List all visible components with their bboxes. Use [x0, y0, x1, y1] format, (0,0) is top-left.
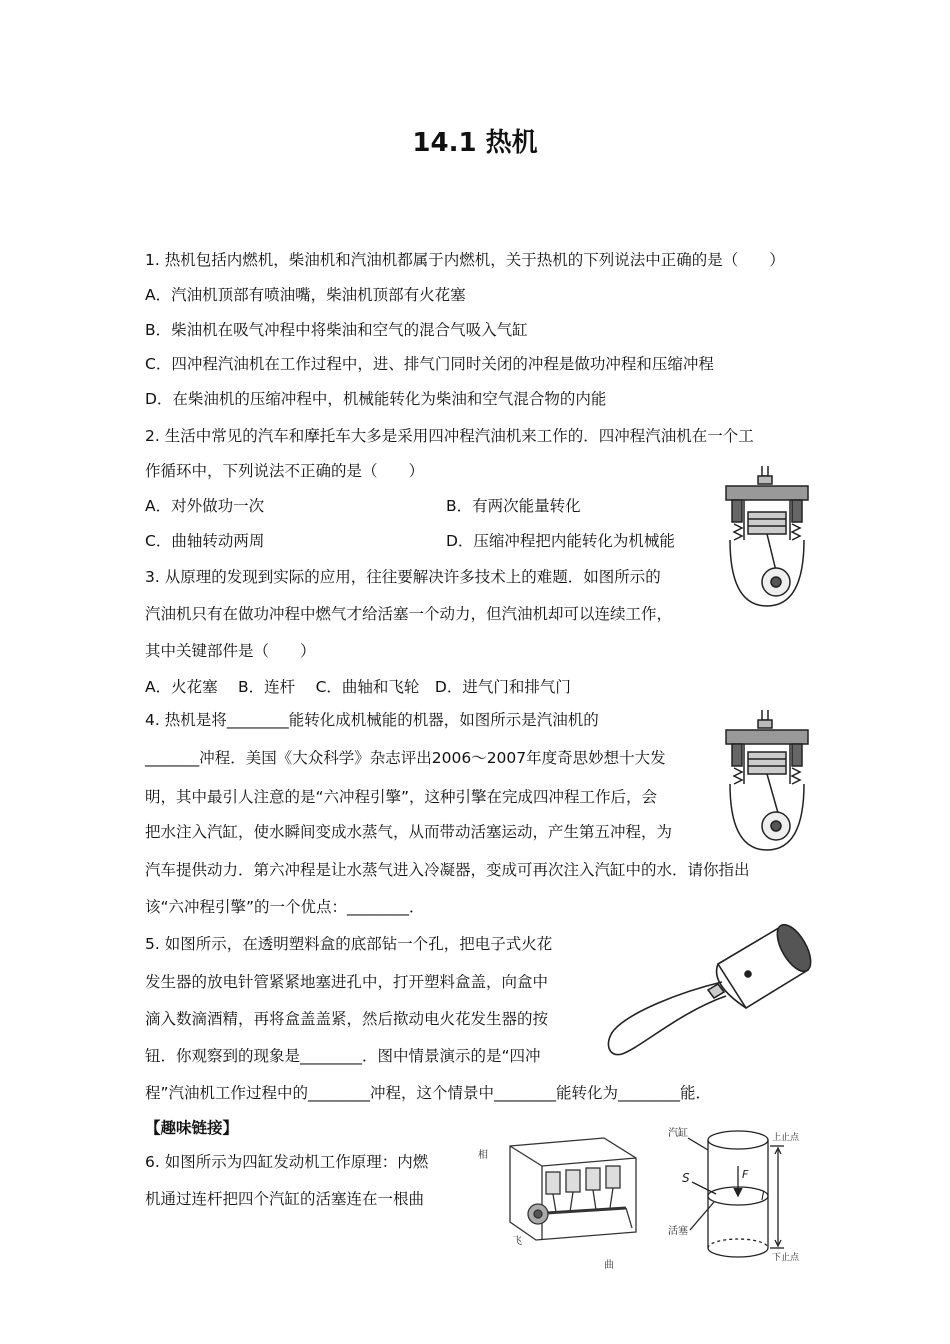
q3-options: A．火花塞 B．连杆 C．曲轴和飞轮 D．进气门和排气门 [145, 678, 571, 696]
q5-line-1: 5. 如图所示，在透明塑料盒的底部钻一个孔，把电子式火花 [145, 935, 553, 953]
page-title: 14.1 热机 [412, 128, 538, 158]
section-heading: 【趣味链接】 [145, 1119, 239, 1137]
engine-diagram-2 [722, 708, 812, 858]
q5-line-2: 发生器的放电针管紧紧地塞进孔中，打开塑料盒盖，向盒中 [145, 973, 549, 991]
q1-option-c: C．四冲程汽油机在工作过程中，进、排气门同时关闭的冲程是做功冲程和压缩冲程 [145, 355, 714, 373]
q4-line-3: 明，其中最引人注意的是“六冲程引擎”，这种引擎在完成四冲程工作后，会 [145, 788, 658, 806]
q6-line-2: 机通过连杆把四个汽缸的活塞连在一根曲 [145, 1190, 425, 1208]
cylinder-diagram [664, 1120, 814, 1272]
q2-stem-2: 作循环中，下列说法不正确的是（ ） [145, 462, 425, 480]
area-symbol: S [682, 1171, 690, 1185]
four-cylinder-engine-diagram [476, 1132, 654, 1272]
q3-line-3: 其中关键部件是（ ） [145, 642, 316, 660]
q3-line-1: 3. 从原理的发现到实际的应用，往往要解决许多技术上的难题．如图所示的 [145, 568, 661, 586]
engine-label-c: 曲 [604, 1260, 614, 1271]
q2-option-d: D．压缩冲程把内能转化为机械能 [446, 532, 675, 550]
length-symbol: l [761, 1189, 765, 1203]
q5-line-4: 钮．你观察到的现象是________．图中情景演示的是“四冲 [145, 1047, 541, 1065]
piston-label: 活塞 [668, 1226, 688, 1237]
engine-label-a: 相 [478, 1150, 488, 1161]
q1-stem: 1. 热机包括内燃机，柴油机和汽油机都属于内燃机，关于热机的下列说法中正确的是（ ） [145, 251, 785, 269]
spark-generator-diagram [600, 912, 812, 1060]
force-symbol: F [742, 1168, 749, 1181]
q4-line-6: 该“六冲程引擎”的一个优点：________． [145, 898, 425, 916]
q1-option-b: B．柴油机在吸气冲程中将柴油和空气的混合气吸入气缸 [145, 321, 528, 339]
q5-line-3: 滴入数滴酒精，再将盒盖盖紧，然后揿动电火花发生器的按 [145, 1010, 549, 1028]
q5-line-5: 程”汽油机工作过程中的________冲程，这个情景中________能转化为________能． [145, 1084, 712, 1102]
q4-line-4: 把水注入汽缸，使水瞬间变成水蒸气，从而带动活塞运动，产生第五冲程，为 [145, 823, 673, 841]
q2-option-a: A．对外做功一次 [145, 497, 265, 515]
q6-line-1: 6. 如图所示为四缸发动机工作原理：内燃 [145, 1153, 429, 1171]
q1-option-a: A．汽油机顶部有喷油嘴，柴油机顶部有火花塞 [145, 286, 466, 304]
q4-line-1: 4. 热机是将________能转化成机械能的机器，如图所示是汽油机的 [145, 711, 599, 729]
cylinder-label: 汽缸 [668, 1128, 688, 1139]
top-dead-center-label: 上止点 [772, 1133, 800, 1143]
engine-label-b: 飞 [512, 1236, 522, 1247]
q2-option-b: B．有两次能量转化 [446, 497, 581, 515]
q1-option-d: D．在柴油机的压缩冲程中，机械能转化为柴油和空气混合物的内能 [145, 390, 607, 408]
q4-line-5: 汽车提供动力．第六冲程是让水蒸气进入冷凝器，变成可再次注入汽缸中的水．请你指出 [145, 861, 750, 879]
q2-stem-1: 2. 生活中常见的汽车和摩托车大多是采用四冲程汽油机来工作的．四冲程汽油机在一个工 [145, 427, 754, 445]
engine-diagram-1 [722, 464, 812, 614]
bottom-dead-center-label: 下止点 [772, 1253, 800, 1263]
q2-option-c: C．曲轴转动两周 [145, 532, 265, 550]
q3-line-2: 汽油机只有在做功冲程中燃气才给活塞一个动力，但汽油机却可以连续工作， [145, 605, 673, 623]
q4-line-2: _______冲程．美国《大众科学》杂志评出2006～2007年度奇思妙想十大发 [145, 749, 666, 767]
